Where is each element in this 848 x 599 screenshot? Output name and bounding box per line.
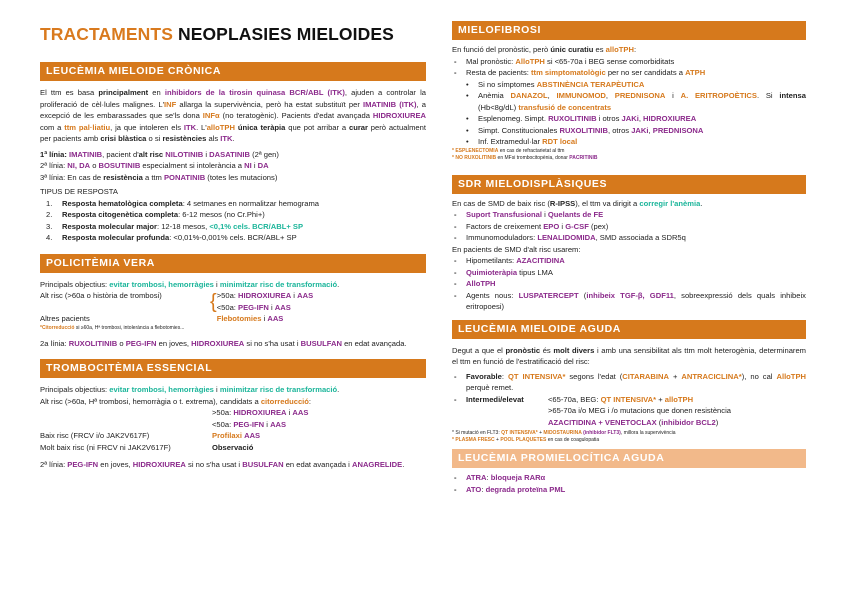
text-run: ITK	[220, 134, 233, 143]
lmc-lines	[40, 149, 426, 184]
text-run: i	[665, 91, 681, 100]
mf-bullet	[452, 79, 806, 91]
resposta-item: 2. Resposta citogenètica completa: 6-12 mesos (no Cr.Phi+)	[46, 210, 265, 219]
text-run: inhibidor BCL2	[661, 417, 716, 427]
text-run: Favorable	[466, 371, 502, 381]
text-run: ), no cal	[741, 371, 777, 381]
resposta-item: 4. Resposta molecular profunda: <0,01%-0,001% cels. BCR/ABL+ SP	[46, 233, 297, 242]
text-run: AAS	[244, 431, 261, 440]
text-run: en joves,	[98, 460, 133, 469]
text-run: <50a:	[212, 419, 234, 429]
text-run: ,	[547, 91, 557, 100]
pv-alt-risc: Alt risc (>60a o història de trombosi)	[40, 291, 162, 300]
smd-item	[452, 290, 806, 313]
text-run: PONATINIB	[163, 172, 206, 182]
section-header-pv: POLICITÈMIA VERA	[40, 254, 426, 273]
text-run: si <65-70a i BEG sense comorbiditats	[544, 56, 675, 66]
text-run: si no s'ha usat i	[185, 460, 243, 469]
text-run: BUSULFAN	[242, 460, 284, 469]
text-run: curar	[348, 122, 368, 132]
text-run: transfusió de concentrats	[518, 102, 612, 112]
smd-item	[452, 255, 806, 267]
text-run: si ≥60a, Hª trombosi, intolerància a flebotomies...	[74, 324, 185, 331]
text-run: HIDROXIUREA	[191, 338, 245, 348]
text-run: tipus LMA	[517, 267, 553, 277]
text-run: 2ª línia:	[40, 460, 68, 469]
text-run: perquè remet.	[466, 383, 514, 392]
text-run: RUXOLITINIB	[559, 125, 608, 135]
mf-item	[452, 67, 806, 79]
text-run: AAS	[297, 291, 314, 300]
smd-item	[452, 278, 806, 290]
text-run: RUXOLITINIB	[68, 338, 118, 348]
text-run: .	[700, 198, 703, 208]
text-run: Simpt. Constitucionales	[478, 125, 560, 135]
text-run: com a	[40, 122, 65, 132]
text-run: AlloTPH	[466, 279, 496, 288]
text-run: a ttm	[142, 172, 164, 182]
text-run: (pex)	[588, 221, 609, 231]
text-run: citorreducció	[260, 396, 309, 406]
text-run: HIDROXIUREA	[238, 291, 292, 300]
text-run: .	[232, 134, 235, 143]
text-run: .	[402, 460, 405, 469]
text-run: o	[117, 338, 126, 348]
right-column	[452, 21, 806, 495]
section-header-lma: LEUCÈMIA MIELOIDE AGUDA	[452, 320, 806, 339]
text-run: INF	[164, 99, 177, 109]
text-run: Esplenomeg. Simpt.	[478, 114, 549, 123]
text-run: * ESPLENECTOMIA	[452, 147, 499, 154]
mf-bullets	[452, 79, 806, 148]
text-run: >50a:	[212, 408, 234, 417]
text-run: DANAZOL	[510, 91, 548, 100]
text-run: únic curatiu	[550, 45, 594, 54]
text-run: * Si mutació en FLT3:	[452, 430, 502, 436]
text-run: +	[668, 371, 682, 381]
smd-item	[452, 221, 806, 233]
text-run: NILOTINIB	[165, 149, 204, 159]
text-run: en	[148, 88, 165, 97]
text-run: , millora la supervivència	[620, 430, 676, 436]
text-run: PEG-IFN	[125, 338, 157, 348]
text-run: alt risc	[138, 149, 164, 159]
text-run: i otros	[596, 114, 622, 123]
te-molt-baix-row: Molt baix risc (ni FRCV ni JAK2V617F) Observació	[40, 442, 254, 452]
text-run: crisi blàstica	[100, 134, 147, 143]
text-run: ATRA	[466, 473, 487, 482]
text-run: <50a:	[216, 302, 239, 312]
text-run: inhibeix TGF-β, GDF11	[586, 290, 674, 300]
text-run: CITARABINA	[622, 371, 669, 381]
smd-list	[452, 209, 806, 244]
text-run: Alt risc (>60a, Hª trombosi, hemorràgia o t. extrema), candidats a	[40, 396, 261, 406]
text-run: bloqueja RARα	[490, 473, 546, 482]
text-run: , a excepció de les embarassades que se'ls dona	[40, 99, 426, 120]
text-run: i	[203, 149, 210, 159]
text-run: RDT local	[542, 137, 578, 146]
text-run: Si no símptomes	[478, 79, 537, 89]
text-run: evitar trombosi, hemorràgies	[109, 385, 214, 394]
lpa-item	[452, 472, 806, 484]
text-run: +	[537, 430, 544, 436]
text-run: ITK	[183, 122, 197, 132]
mf-item	[452, 56, 806, 68]
text-run: >50a:	[216, 291, 239, 300]
text-run: ANAGRELIDE	[351, 460, 403, 469]
text-run: ABSTINÈNCIA TERAPÈUTICA	[536, 79, 645, 89]
text-run: HIDROXIUREA	[132, 460, 186, 469]
smd-list-2	[452, 255, 806, 313]
text-run: i	[559, 221, 566, 231]
lpa-list	[452, 472, 806, 495]
pv-risk-block	[40, 290, 426, 325]
text-run: o si	[146, 134, 163, 143]
tipus-resposta-title: TIPUS DE RESPOSTA	[40, 187, 118, 196]
text-run: )	[715, 417, 719, 427]
text-run: AZACITIDINA + VENETOCLAX	[548, 417, 657, 427]
text-run: principalment	[98, 88, 149, 97]
text-run: POOL PLAQUETES	[500, 437, 547, 443]
text-run: , pacient d'	[102, 149, 139, 159]
smd-alt-risc: En pacients de SMD d'alt risc usarem:	[452, 244, 581, 254]
te-alt-risc	[40, 396, 426, 408]
text-run: Inf. Extramedul·lar	[478, 137, 543, 146]
text-run: PREDNISONA	[652, 125, 704, 135]
lmc-intro	[40, 87, 426, 145]
pv-objectius	[40, 279, 426, 291]
text-run: , ajuden a controlar la proliferació de cèl·lules malignes. L'	[40, 88, 427, 109]
text-run: LENALIDOMIDA	[537, 233, 596, 242]
text-run: (	[656, 417, 662, 427]
left-column	[40, 62, 426, 471]
text-run: (2ª gen)	[249, 149, 279, 159]
te-objectius	[40, 384, 426, 396]
text-run: DA	[257, 161, 269, 170]
text-run: QT INTENSIVA*	[600, 394, 657, 404]
text-run: En cas de SMD de baix risc (	[452, 198, 550, 208]
page-title: TRACTAMENTS NEOPLASIES MIELOIDES	[40, 24, 394, 44]
text-run: G-CSF	[565, 221, 589, 231]
text-run: R-IPSS	[549, 198, 576, 208]
text-run: ttm simptomatològic	[531, 68, 606, 77]
text-run: AAS	[270, 419, 287, 429]
text-run: en edat avançada.	[341, 338, 407, 348]
lma-item: - Intermedi/elevat <65-70a, BEG: QT INTENSIVA* + alloTPH >65-70a i/o MEG i /o mutacions que donen resistència AZACITIDINA + VENETOCLAX (inhibidor BCL2)	[452, 394, 806, 429]
text-run: Suport Transfusional	[466, 210, 542, 219]
text-run: ), el ttm va dirigit a	[575, 198, 640, 208]
text-run: ttm pal·liatiu	[64, 122, 111, 132]
text-run: AAS	[267, 314, 284, 323]
text-run: PEG-IFN	[233, 419, 265, 429]
pv-option	[217, 290, 313, 302]
section-header-smd: SDR MIELODISPLÀSIQUES	[452, 175, 806, 194]
mf-intro	[452, 44, 806, 56]
text-run: AAS	[274, 302, 291, 312]
text-run: i	[286, 408, 293, 417]
text-run: (no teratogènic). Pacients d'edat avançada	[219, 111, 373, 120]
text-run: AlloTPH	[776, 371, 806, 381]
te-option	[40, 407, 426, 419]
text-run: ATO	[466, 484, 482, 494]
text-run: Observació	[212, 442, 254, 452]
brace-icon: {	[210, 291, 217, 313]
section-header-lpa: LEUCÈMIA PROMIELOCÍTICA AGUDA	[452, 449, 806, 468]
text-run: és	[540, 345, 554, 355]
text-run: PEG-IFN	[238, 302, 269, 312]
lma-intro	[452, 345, 806, 368]
text-run: Quimioteràpia	[466, 267, 518, 277]
text-run: IMATINIB	[68, 149, 103, 159]
text-run: als	[206, 134, 221, 143]
mf-bullet	[452, 113, 806, 125]
text-run: QT INTENSIVA*	[501, 430, 538, 436]
text-run: en joves,	[156, 338, 192, 348]
text-run: però actualment per pacients amb	[40, 122, 426, 143]
text-run: (Hb<8g/dL)	[478, 102, 519, 112]
text-run: alloTPH	[206, 122, 235, 132]
pv-option	[217, 313, 313, 325]
text-run: , ja que intoleren els	[110, 122, 184, 132]
text-run: :	[501, 371, 508, 381]
text-run: evitar trombosi, hemorràgies	[109, 279, 214, 289]
text-run: *Citorreducció	[40, 324, 75, 331]
text-run: JAKi	[621, 114, 639, 123]
text-run: i	[264, 419, 271, 429]
section-header-te: TROMBOCITÈMIA ESSENCIAL	[40, 359, 426, 378]
text-run: i amb una sensibilitat als ttm molt heterogènia, determinarem el ttm en funció de l'estratificació del risc:	[452, 345, 807, 366]
section-header-lmc: LEUCÈMIA MIELOIDE CRÒNICA	[40, 62, 426, 81]
text-run: AAS	[292, 408, 309, 417]
text-run: 3ª línia: En cas de	[40, 172, 104, 182]
smd-item	[452, 232, 806, 244]
text-run: Anèmia	[478, 91, 511, 100]
text-run: o	[90, 161, 99, 170]
text-run: PACRITINIB	[569, 154, 598, 161]
text-run: PEG-IFN	[67, 460, 99, 469]
text-run: * PLASMA FRESC	[452, 437, 495, 443]
text-run: . L'	[196, 122, 207, 132]
text-run: en cas de coagulopatia	[546, 437, 600, 443]
text-run: .	[337, 279, 340, 289]
resposta-item: 1. Resposta hematològica completa: 4 setmanes en normalitzar hemograma	[46, 198, 320, 208]
text-run: pronòstic	[505, 345, 541, 355]
text-run: si no s'ha usat i	[244, 338, 301, 348]
text-run: ,	[648, 125, 653, 135]
text-run: en MFsi trombocitopènia, donar	[496, 154, 570, 161]
text-run: 1ª línia:	[40, 149, 69, 159]
text-run: HIDROXIUREA	[233, 408, 287, 417]
text-run: ,	[638, 114, 644, 123]
text-run: segons l'edat (	[565, 371, 623, 381]
text-run: * NO RUXOLITINIB	[452, 154, 497, 161]
text-run: QT INTENSIVA*	[507, 371, 566, 381]
text-run: Resta de pacients:	[466, 68, 532, 77]
text-run: i	[268, 302, 275, 312]
text-run: (totes les mutacions)	[205, 172, 278, 182]
text-run: IMATINIB (ITK)	[362, 99, 417, 109]
pv-note	[40, 325, 426, 332]
text-run: allarga la supervivència, però ha estat substituït per	[176, 99, 363, 109]
lma-list	[452, 371, 806, 429]
lmc-line	[40, 149, 426, 161]
text-run: <65-70a, BEG:	[548, 394, 601, 404]
text-run: PREDNISONA	[614, 91, 666, 100]
mf-list	[452, 56, 806, 79]
text-run: Agents nous:	[466, 290, 519, 300]
text-run: Flebotomies	[216, 314, 262, 323]
text-run: i	[541, 210, 548, 219]
text-run: HIDROXIUREA	[372, 111, 427, 120]
lma-item	[452, 371, 806, 394]
smd-item	[452, 267, 806, 279]
te-baix-row: Baix risc (FRCV i/o JAK2V617F) Profilaxi AAS	[40, 431, 261, 440]
text-run: +	[656, 394, 665, 404]
text-run: , SMD associada a SDR5q	[595, 233, 686, 242]
text-run: :	[481, 484, 486, 494]
pv-2a-linia	[40, 338, 426, 350]
text-run: inhibidors de la tirosin quinasa BCR/ABL (ITK)	[164, 88, 345, 97]
text-run: Profilaxi	[212, 431, 242, 440]
mf-note	[452, 155, 806, 162]
text-run: ,	[605, 91, 615, 100]
text-run: :	[633, 45, 637, 54]
text-run: LUSPATERCEPT	[518, 290, 579, 300]
text-run: corregir l'anèmia	[639, 198, 701, 208]
smd-item	[452, 209, 806, 221]
lmc-line	[40, 172, 426, 184]
section-header-mf: MIELOFIBROSI	[452, 21, 806, 40]
mf-bullet	[452, 136, 806, 148]
text-run: minimitzar risc de transformació	[219, 279, 338, 289]
text-run: minimitzar risc de transformació	[219, 385, 338, 394]
text-run: molt divers	[553, 345, 595, 355]
te-option	[40, 419, 426, 431]
te-2a-linia	[40, 459, 426, 471]
text-run: +	[494, 437, 501, 443]
text-run: JAKi	[631, 125, 649, 135]
text-run: NI	[244, 161, 252, 170]
text-run: ANTRACICLINA*	[681, 371, 742, 381]
text-run: 2a línia:	[40, 338, 69, 348]
text-run: NI, DA	[67, 161, 91, 170]
text-run: Hipometilants:	[466, 256, 517, 265]
text-run: INFα	[202, 111, 220, 120]
text-run: resistència	[103, 172, 143, 182]
text-run: RUXOLITINIB	[548, 114, 597, 123]
smd-intro	[452, 198, 806, 210]
respostes-list	[40, 198, 426, 244]
text-run: AZACITIDINA	[516, 256, 565, 265]
text-run: BUSULFAN	[300, 338, 342, 348]
text-run: Immunomoduladors:	[466, 233, 538, 242]
text-run: MIDOSTAURINA	[543, 430, 582, 436]
lma-note	[452, 437, 806, 444]
text-run: especialment si intolerància a	[140, 161, 245, 170]
text-run: única teràpia	[237, 122, 286, 132]
text-run: Principals objectius:	[40, 279, 110, 289]
text-run: resistències	[162, 134, 207, 143]
text-run: i	[213, 385, 220, 394]
text-run: . Si	[757, 91, 780, 100]
text-run: EPO	[543, 221, 560, 231]
text-run: degrada proteïna PML	[485, 484, 566, 494]
text-run: en cas de refractarietat al ttm	[498, 147, 565, 154]
text-run: .	[337, 385, 340, 394]
text-run: En funció del pronòstic, però	[452, 45, 551, 54]
text-run: DASATINIB	[209, 149, 250, 159]
text-run: Factors de creixement	[466, 221, 544, 231]
text-run: Mal pronòstic:	[466, 56, 516, 66]
text-run: que pot arribar a	[285, 122, 349, 132]
text-run: Quelants de FE	[547, 210, 604, 219]
text-run: alloTPH	[664, 394, 694, 404]
text-run: A. ERITROPOÈTICS	[680, 91, 757, 100]
text-run: i	[261, 314, 268, 323]
mf-bullet	[452, 90, 806, 113]
text-run: es	[593, 45, 606, 54]
text-run: ATPH	[685, 68, 706, 77]
text-run: i	[251, 161, 258, 170]
mf-bullet	[452, 125, 806, 137]
text-run: IMMUNOMOD	[556, 91, 606, 100]
text-run: intensa	[779, 91, 806, 100]
text-run: (	[578, 290, 587, 300]
text-run: BOSUTINIB	[98, 161, 141, 170]
lma-note	[452, 430, 806, 437]
text-run: AlloTPH	[515, 56, 545, 66]
text-run: El ttm es basa	[40, 88, 99, 97]
resposta-item: 3. Resposta molecular major: 12-18 mesos, <0,1% cels. BCR/ABL+ SP	[46, 221, 304, 231]
text-run: (inhibidor FLT3)	[581, 430, 621, 436]
text-run: alloTPH	[605, 45, 634, 54]
text-run: :	[308, 396, 312, 406]
text-run: Degut a que el	[452, 345, 506, 355]
pv-altres: Altres pacients	[40, 313, 90, 323]
text-run: :	[486, 473, 491, 482]
text-run: , otros	[607, 125, 632, 135]
lmc-line	[40, 160, 426, 172]
text-run: i	[291, 291, 298, 300]
text-run: , sobreexpressió dels quals inhibeix eritropoesi)	[466, 290, 806, 311]
lpa-item	[452, 484, 806, 496]
mf-note	[452, 148, 806, 155]
text-run: en edat avançada i	[283, 460, 352, 469]
text-run: i	[213, 279, 220, 289]
text-run: HIDROXIUREA	[643, 114, 697, 123]
text-run: 2ª línia:	[40, 161, 68, 170]
pv-option	[217, 302, 313, 314]
text-run: per no ser candidats a	[605, 68, 686, 77]
text-run: Principals objectius:	[40, 385, 110, 394]
